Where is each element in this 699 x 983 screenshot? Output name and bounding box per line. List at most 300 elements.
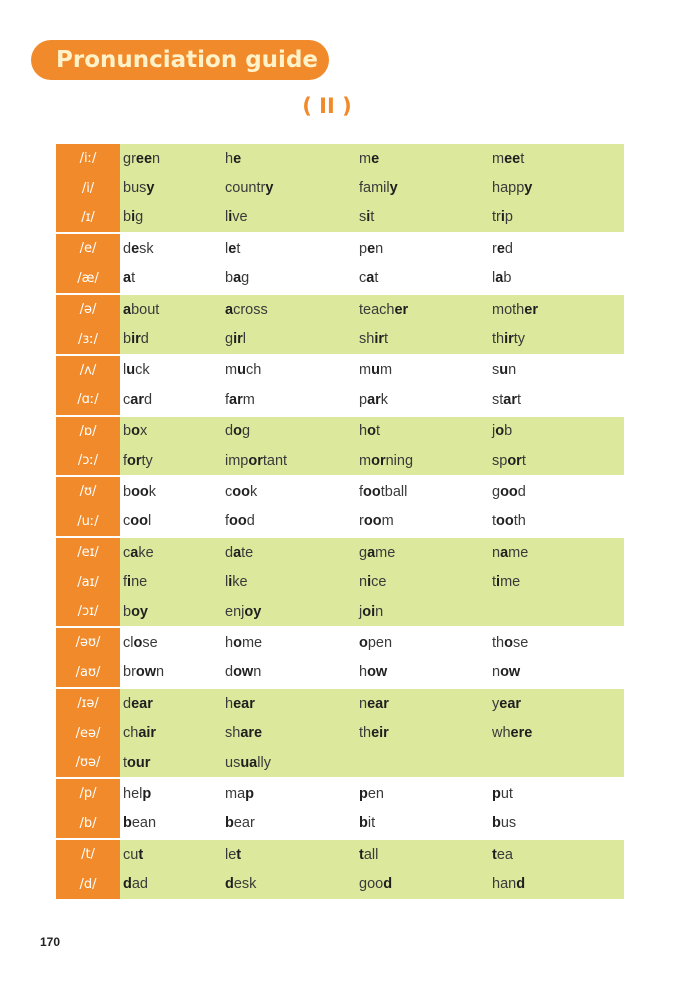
example-word xyxy=(359,392,492,408)
highlighted-letters: ear xyxy=(131,695,153,712)
word-part: all xyxy=(363,846,379,863)
highlighted-letters: o xyxy=(504,634,513,651)
sound-row xyxy=(56,295,624,324)
word-part: ke xyxy=(232,574,248,591)
word-part: br xyxy=(123,664,136,681)
example-word xyxy=(225,635,359,651)
example-word xyxy=(359,786,492,802)
word-part: d xyxy=(225,423,234,440)
sound-row xyxy=(56,840,624,869)
highlighted-letters: ir xyxy=(504,331,514,348)
highlighted-letters: or xyxy=(248,452,263,469)
word-part: b xyxy=(225,270,234,287)
word-part: ck xyxy=(135,362,150,379)
example-word xyxy=(359,362,492,378)
word-part: t xyxy=(131,270,136,287)
example-word xyxy=(492,302,622,318)
word-part: t xyxy=(375,423,380,440)
word-part: ve xyxy=(232,209,248,226)
highlighted-letters: u xyxy=(499,362,509,379)
page-title: Pronunciation guide xyxy=(31,40,329,80)
word-part: cross xyxy=(233,301,268,318)
example-word xyxy=(120,423,225,439)
example-word xyxy=(120,664,225,680)
word-part: sk xyxy=(139,240,154,257)
example-word xyxy=(359,270,492,286)
highlighted-letters: e xyxy=(233,150,242,167)
word-part: esk xyxy=(233,876,257,893)
word-part: r xyxy=(492,240,497,257)
word-part: c xyxy=(359,270,367,287)
example-word xyxy=(359,331,492,347)
example-word xyxy=(225,484,359,500)
word-part: m xyxy=(225,362,238,379)
example-word xyxy=(120,815,225,831)
word-part: n xyxy=(375,240,384,257)
highlighted-letters: eir xyxy=(371,725,389,742)
highlighted-letters: ee xyxy=(504,150,521,167)
sound-group xyxy=(56,689,624,779)
highlighted-letters: ow xyxy=(135,664,157,681)
word-part: n xyxy=(156,664,165,681)
example-word xyxy=(225,604,359,620)
word-part: d xyxy=(517,483,526,500)
word-part: te xyxy=(241,544,254,561)
highlighted-letters: ear xyxy=(499,695,522,712)
sound-group xyxy=(56,538,624,628)
highlighted-letters: i xyxy=(496,574,501,591)
example-word xyxy=(225,696,359,712)
word-part: th xyxy=(359,725,372,742)
word-part: ce xyxy=(371,574,387,591)
example-word xyxy=(225,876,359,892)
word-part: y xyxy=(492,695,500,712)
word-part: l xyxy=(147,513,152,530)
highlighted-letters: a xyxy=(233,270,242,287)
word-part: cl xyxy=(123,634,134,651)
highlighted-letters: ua xyxy=(240,754,258,771)
example-word xyxy=(120,180,225,196)
sound-row xyxy=(56,446,624,475)
highlighted-letters: ar xyxy=(130,391,144,408)
sound-group xyxy=(56,840,624,899)
word-part: me xyxy=(241,634,263,651)
highlighted-letters: ear xyxy=(367,695,389,712)
word-part: lly xyxy=(257,754,271,771)
example-word xyxy=(120,574,225,590)
example-word xyxy=(120,331,225,347)
highlighted-letters: b xyxy=(123,815,132,832)
phonetic-symbol: /ɪə/ xyxy=(56,689,120,718)
example-word xyxy=(492,241,622,257)
word-part: f xyxy=(123,574,128,591)
word-part: p xyxy=(504,209,513,226)
word-part: m xyxy=(359,150,372,167)
word-part: n xyxy=(359,574,368,591)
example-word xyxy=(225,209,359,225)
word-part: t xyxy=(123,754,128,771)
highlighted-letters: oy xyxy=(131,603,148,620)
highlighted-letters: oy xyxy=(244,603,262,620)
word-part: f xyxy=(123,452,128,469)
example-word xyxy=(492,270,622,286)
word-part: t xyxy=(520,150,525,167)
highlighted-letters: y xyxy=(265,180,274,197)
word-part: p xyxy=(359,391,368,408)
word-part: d xyxy=(225,664,234,681)
example-word xyxy=(492,786,622,802)
page-number: 170 xyxy=(40,935,61,949)
highlighted-letters: oo xyxy=(229,513,247,530)
example-word xyxy=(120,847,225,863)
example-word xyxy=(492,635,622,651)
highlighted-letters: p xyxy=(245,785,255,802)
word-part: r xyxy=(359,513,364,530)
highlighted-letters: ow xyxy=(233,664,254,681)
highlighted-letters: oo xyxy=(131,483,149,500)
sound-row xyxy=(56,538,624,567)
word-part: tball xyxy=(380,483,408,500)
word-part: h xyxy=(225,150,234,167)
highlighted-letters: ir xyxy=(233,331,243,348)
phonetic-symbol: /d/ xyxy=(56,869,120,898)
sound-group xyxy=(56,628,624,689)
word-part: ty xyxy=(513,331,526,348)
word-part: b xyxy=(123,209,132,226)
highlighted-letters: u xyxy=(237,362,246,379)
word-part: c xyxy=(123,544,131,561)
word-part: sh xyxy=(225,725,241,742)
word-part: n xyxy=(375,603,384,620)
word-part: pen xyxy=(367,634,393,651)
word-part: l xyxy=(225,574,229,591)
example-word xyxy=(359,151,492,167)
highlighted-letters: a xyxy=(367,544,376,561)
word-part: t xyxy=(384,331,389,348)
highlighted-letters: or xyxy=(507,452,522,469)
word-part: me xyxy=(375,544,396,561)
highlighted-letters: t xyxy=(492,846,497,863)
example-word xyxy=(120,453,225,469)
phonetic-symbol: /ɔː/ xyxy=(56,446,120,475)
example-word xyxy=(492,392,622,408)
highlighted-letters: b xyxy=(359,815,368,832)
word-part: le xyxy=(225,846,237,863)
example-word xyxy=(120,241,225,257)
phonetic-symbol: /ɑː/ xyxy=(56,385,120,414)
example-word xyxy=(120,151,225,167)
word-part: n xyxy=(492,544,501,561)
example-word xyxy=(225,786,359,802)
phonetic-symbol: /uː/ xyxy=(56,507,120,536)
word-part: n xyxy=(508,362,517,379)
sound-row xyxy=(56,203,624,232)
word-part: d xyxy=(225,544,234,561)
highlighted-letters: a xyxy=(233,544,242,561)
example-word xyxy=(359,484,492,500)
word-part: happ xyxy=(492,180,525,197)
word-part: d xyxy=(123,695,132,712)
word-part: g xyxy=(492,483,501,500)
example-word xyxy=(359,664,492,680)
word-part: ty xyxy=(141,452,153,469)
highlighted-letters: a xyxy=(500,544,509,561)
highlighted-letters: e xyxy=(228,240,237,257)
highlighted-letters: or xyxy=(371,452,386,469)
example-word xyxy=(359,241,492,257)
example-word xyxy=(492,815,622,831)
pronunciation-table xyxy=(56,144,624,899)
example-word xyxy=(120,786,225,802)
example-word xyxy=(492,876,622,892)
highlighted-letters: i xyxy=(228,574,233,591)
word-part: j xyxy=(359,603,363,620)
example-word xyxy=(492,574,622,590)
highlighted-letters: er xyxy=(394,301,409,318)
highlighted-letters: air xyxy=(138,725,157,742)
word-part: n xyxy=(152,150,161,167)
word-part: m xyxy=(242,391,255,408)
sound-row xyxy=(56,809,624,838)
phonetic-symbol: /əʊ/ xyxy=(56,628,120,657)
example-word xyxy=(225,392,359,408)
phonetic-symbol: /ʊə/ xyxy=(56,748,120,777)
highlighted-letters: e xyxy=(367,240,376,257)
word-part: n xyxy=(359,695,368,712)
word-part: d xyxy=(140,331,149,348)
phonetic-symbol: /ə/ xyxy=(56,295,120,324)
highlighted-letters: a xyxy=(123,270,132,287)
highlighted-letters: e xyxy=(131,240,140,257)
highlighted-letters: y xyxy=(146,180,155,197)
word-part: h xyxy=(225,695,234,712)
sound-row xyxy=(56,869,624,898)
word-part: m xyxy=(379,362,393,379)
word-part: f xyxy=(359,483,364,500)
highlighted-letters: or xyxy=(127,452,142,469)
word-part: ch xyxy=(245,362,262,379)
word-part: h xyxy=(359,664,368,681)
word-part: t xyxy=(521,452,526,469)
highlighted-letters: a xyxy=(130,544,139,561)
highlighted-letters: t xyxy=(138,846,144,863)
word-part: ut xyxy=(500,785,513,802)
highlighted-letters: er xyxy=(524,301,538,318)
highlighted-letters: ir xyxy=(374,331,384,348)
example-word xyxy=(225,423,359,439)
highlighted-letters: d xyxy=(516,876,526,893)
highlighted-letters: d xyxy=(123,876,132,893)
sound-row xyxy=(56,144,624,173)
word-part: g xyxy=(241,423,251,440)
highlighted-letters: ar xyxy=(229,391,243,408)
phonetic-symbol: /ɜː/ xyxy=(56,324,120,353)
word-part: d xyxy=(143,391,153,408)
word-part: me xyxy=(508,544,529,561)
example-word xyxy=(120,392,225,408)
sound-row xyxy=(56,356,624,385)
example-word xyxy=(359,574,492,590)
word-part: m xyxy=(381,513,394,530)
example-word xyxy=(120,270,225,286)
highlighted-letters: a xyxy=(366,270,375,287)
sound-row xyxy=(56,779,624,808)
example-word xyxy=(225,241,359,257)
word-part: ear xyxy=(233,815,255,832)
example-word xyxy=(225,513,359,529)
example-word xyxy=(120,725,225,741)
word-part: ch xyxy=(123,725,139,742)
word-part: t xyxy=(236,240,241,257)
sound-row xyxy=(56,324,624,353)
highlighted-letters: are xyxy=(240,725,263,742)
highlighted-letters: ir xyxy=(131,331,141,348)
word-part: p xyxy=(359,240,368,257)
example-word xyxy=(225,664,359,680)
phonetic-symbol: /iː/ xyxy=(56,144,120,173)
highlighted-letters: ee xyxy=(135,150,153,167)
word-part: countr xyxy=(225,180,266,197)
word-part: bus xyxy=(123,180,147,197)
word-part: me xyxy=(500,574,521,591)
word-part: b xyxy=(123,423,132,440)
word-part: famil xyxy=(359,180,390,197)
example-word xyxy=(492,331,622,347)
word-part: m xyxy=(359,362,372,379)
phonetic-symbol: /æ/ xyxy=(56,264,120,293)
word-part: us xyxy=(225,754,241,771)
word-part: t xyxy=(374,270,379,287)
sound-row xyxy=(56,748,624,777)
phonetic-symbol: /e/ xyxy=(56,234,120,263)
example-word xyxy=(225,270,359,286)
example-word xyxy=(225,725,359,741)
highlighted-letters: oo xyxy=(363,483,381,500)
word-part: s xyxy=(359,209,367,226)
phonetic-symbol: /aʊ/ xyxy=(56,658,120,687)
sound-group xyxy=(56,144,624,234)
sound-row xyxy=(56,658,624,687)
highlighted-letters: d xyxy=(225,876,234,893)
example-word xyxy=(492,151,622,167)
word-part: t xyxy=(492,513,497,530)
word-part: k xyxy=(249,483,258,500)
word-part: tant xyxy=(262,452,288,469)
sound-row xyxy=(56,507,624,536)
word-part: g xyxy=(359,544,368,561)
phonetic-symbol: /ɔɪ/ xyxy=(56,597,120,626)
highlighted-letters: ow xyxy=(500,664,521,681)
word-part: ning xyxy=(385,452,414,469)
highlighted-letters: y xyxy=(389,180,398,197)
word-part: d xyxy=(504,240,513,257)
word-part: hel xyxy=(123,785,143,802)
highlighted-letters: o xyxy=(495,423,505,440)
example-word xyxy=(492,513,622,529)
example-word xyxy=(492,209,622,225)
word-part: b xyxy=(123,483,132,500)
example-word xyxy=(359,725,492,741)
highlighted-letters: oi xyxy=(362,603,376,620)
word-part: se xyxy=(142,634,158,651)
word-part: h xyxy=(225,634,234,651)
example-word xyxy=(225,815,359,831)
word-part: l xyxy=(242,331,246,348)
example-word xyxy=(120,484,225,500)
highlighted-letters: i xyxy=(131,209,136,226)
word-part: ne xyxy=(131,574,148,591)
example-word xyxy=(492,545,622,561)
highlighted-letters: e xyxy=(496,240,505,257)
highlighted-letters: p xyxy=(492,785,501,802)
sound-group xyxy=(56,417,624,478)
sound-row xyxy=(56,264,624,293)
highlighted-letters: oo xyxy=(130,513,148,530)
sound-row xyxy=(56,417,624,446)
highlighted-letters: i xyxy=(127,574,132,591)
example-word xyxy=(120,545,225,561)
example-word xyxy=(492,664,622,680)
example-word xyxy=(359,302,492,318)
word-part: m xyxy=(359,452,372,469)
word-part: en xyxy=(367,785,384,802)
example-word xyxy=(120,209,225,225)
word-part: ke xyxy=(138,544,154,561)
example-word xyxy=(359,696,492,712)
word-part: t xyxy=(370,209,375,226)
highlighted-letters: o xyxy=(233,423,242,440)
example-word xyxy=(120,635,225,651)
word-part: ea xyxy=(496,846,513,863)
phonetic-symbol: /ʊ/ xyxy=(56,477,120,506)
word-part: x xyxy=(139,423,148,440)
sound-group xyxy=(56,234,624,295)
highlighted-letters: a xyxy=(225,301,234,318)
highlighted-letters: o xyxy=(359,634,368,651)
highlighted-letters: y xyxy=(524,180,533,197)
example-word xyxy=(120,362,225,378)
highlighted-letters: ow xyxy=(367,664,388,681)
example-word xyxy=(120,876,225,892)
highlighted-letters: our xyxy=(127,754,151,771)
highlighted-letters: o xyxy=(367,423,376,440)
highlighted-letters: b xyxy=(492,815,501,832)
highlighted-letters: ere xyxy=(510,725,533,742)
word-part: b xyxy=(503,270,512,287)
word-part: sp xyxy=(492,452,508,469)
example-word xyxy=(225,847,359,863)
phonetic-symbol: /ɒ/ xyxy=(56,417,120,446)
word-part: ean xyxy=(131,815,157,832)
word-part: b xyxy=(504,423,513,440)
highlighted-letters: a xyxy=(123,301,132,318)
word-part: th xyxy=(492,634,505,651)
word-part: k xyxy=(380,391,389,408)
word-part: tr xyxy=(492,209,501,226)
example-word xyxy=(359,635,492,651)
word-part: n xyxy=(253,664,262,681)
highlighted-letters: o xyxy=(233,634,242,651)
sound-row xyxy=(56,597,624,626)
example-word xyxy=(359,545,492,561)
word-part: m xyxy=(492,150,505,167)
highlighted-letters: ear xyxy=(233,695,255,712)
word-part: wh xyxy=(492,725,511,742)
word-part: moth xyxy=(492,301,525,318)
word-part: cu xyxy=(123,846,139,863)
page-subtitle: ( II ) xyxy=(302,94,352,118)
highlighted-letters: p xyxy=(359,785,368,802)
